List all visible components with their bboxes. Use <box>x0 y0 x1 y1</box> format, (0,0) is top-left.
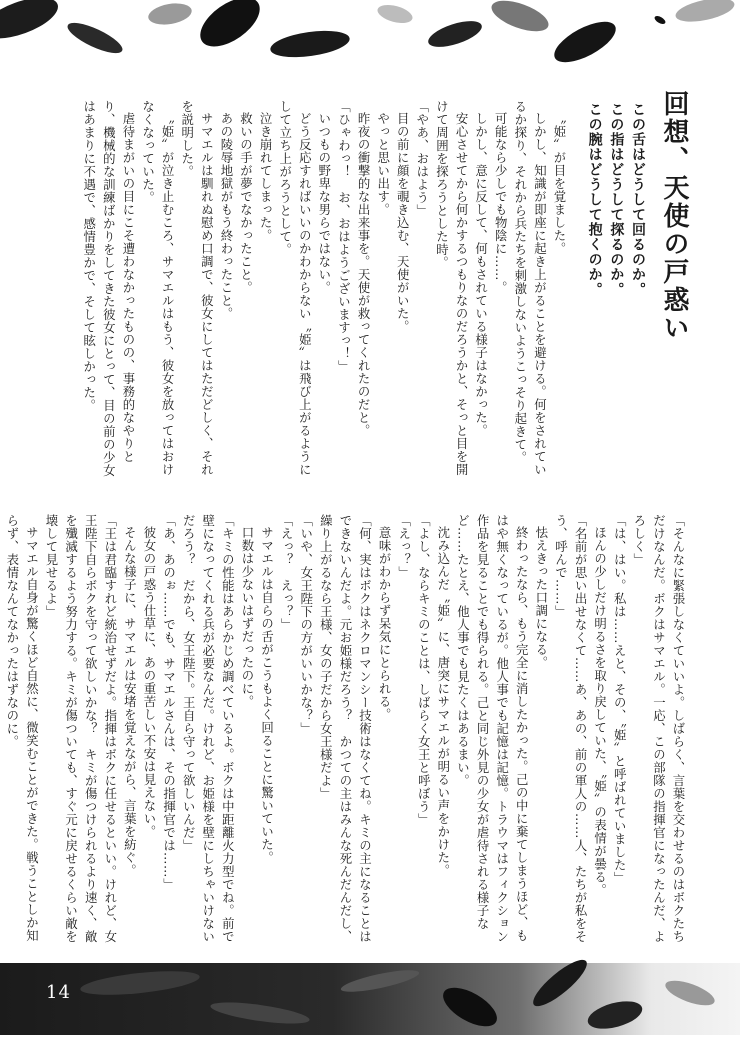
page-number: 14 <box>46 982 71 1003</box>
feather-decoration-top <box>0 0 740 70</box>
paragraph: ほんの少しだけ明るさを取り戻していた、〝姫〟の表情が曇る。 <box>592 526 608 898</box>
top-decoration-band <box>0 0 740 70</box>
epigraph-line: この舌はどうして回るのか。 <box>630 102 646 297</box>
paragraph: 「えっ？ えっ？」 <box>279 514 295 631</box>
lower-text-block <box>4 514 688 954</box>
paragraph: 〝姫〟が目を覚ました。 <box>552 112 567 256</box>
paragraph: 泣き崩れてしまった。 <box>258 112 274 243</box>
epigraph <box>578 102 648 402</box>
paragraph: 〝姫〟が泣き止むころ、サマエルはもう、彼女を放ってはおけなくなっていた。 <box>140 100 176 477</box>
paragraph: 意味がわからず呆気にとられる。 <box>377 526 393 722</box>
paragraph: 「よし、ならキミのことは、しばらく女王と呼ぼう」 <box>416 514 432 826</box>
paragraph: どう反応すればいいのかわからない〝姫〟は飛び上がるようにして立ち上がろうとして。 <box>277 100 313 477</box>
paragraph: 「王は君臨すれど統治せずだよ。指揮はボクに任せるといい。けれど、女王陛下自らボクを守って欲しいかな？ キミが傷つけられるより速く、敵を殲滅するよう努力する。キミが傷ついても、すぐ元に戻せるくらい敵を壊して見せるよ」 <box>44 514 118 943</box>
paragraph: 安心させてから何かするつもりなのだろうかと、そっと目を開けて周囲を探ろうとした時。 <box>434 100 470 477</box>
paragraph: 彼女の戸惑う仕草に、あの重苦しい不安は見えない。 <box>141 526 157 839</box>
paragraph: サマエルは馴れぬ慰め口調で、彼女にしてはただどしく、それを説明した。 <box>179 100 215 477</box>
paragraph: 「キミの性能はあらかじめ調べているよ。ボクは中距離火力型でね。前で壁になってくれる兵が必要なんだ。けれど、お姫様を壁にしちゃいけないだろう？ だから、女王陛下。王自ら守って欲しいんだ」 <box>181 514 236 943</box>
epigraph-line: この指はどうして探るのか。 <box>608 102 625 297</box>
paragraph: 救いの手が夢でなかったこと。 <box>238 112 254 295</box>
paragraph: 「名前が思い出せなくて……あ、あの、前の軍人の……人、たちが私をそう、呼んで……」 <box>553 514 589 943</box>
paragraph: 「あ、あのぉ……でも、サマエルさんは、その指揮官では……」 <box>161 514 177 891</box>
upper-text-block <box>74 100 569 486</box>
paragraph: 「そんなに緊張しなくていいよ。しばらく、言葉を交わせるのはボクたちだけなんだ。ボクはサマエル。一応、この部隊の指揮官になったんだ、よろしく」 <box>631 514 686 943</box>
paragraph: あの陵辱地獄がもう終わったこと。 <box>218 112 234 321</box>
paragraph: サマエル自身が驚くほど自然に、微笑むことができた。戦うことしか知らず、表情なんてなかったはずなのに。 <box>4 514 40 943</box>
paragraph: いつもの野卑な男らではない。 <box>316 112 332 295</box>
paragraph: そんな様子に、サマエルは安堵を覚えながら、言葉を紡ぐ。 <box>122 526 138 878</box>
paragraph: 終わったなら、もう完全に消したかった。己の中に棄てしまうほど、もはや無くなっているが。他人事でも記憶は記憶。トラウマはフィクション作品を見ることでも得られる。己と同じ外見の少女が虐待される様子など……たとえ、他人事でも見たくはあるまい。 <box>455 514 530 943</box>
paragraph: サマエルは自らの舌がこうもよく回ることに驚いていた。 <box>259 526 275 865</box>
paragraph: 虐待まがいの目にこそ遭わなかったものの、事務的なやりとり、機械的な訓練ばかりをしてきた彼女にとって、目の前の少女はあまりに不遇で、感情豊かで、そして眩しかった。 <box>81 100 136 477</box>
paragraph: 怯えきった口調になる。 <box>533 526 549 670</box>
paragraph: しかし、意に反して、何もされている様子はなかった。 <box>473 112 489 438</box>
paragraph: 昨夜の衝撃的な出来事を。天使が救ってくれたのだと。 <box>356 112 372 438</box>
paragraph: 目の前に顔を覗き込む、天使がいた。 <box>395 112 411 334</box>
paragraph: 「やあ、おはよう」 <box>414 100 430 217</box>
epigraph-line: この腕はどうして抱くのか。 <box>586 102 603 297</box>
paragraph: やっと思い出す。 <box>375 112 391 217</box>
paragraph <box>0 514 2 954</box>
paragraph: 「何、実はボクはネクロマンシー技術はなくてね。キミの主になることはできないんだよ。元お姫様だろう？ かつての主はみんな死んだんだし、繰り上がるなら王様、女の子だから女王様だよ」 <box>318 514 373 943</box>
article-title: 回想、天使の戸惑い <box>659 90 689 342</box>
feather-decoration-bottom <box>0 963 740 1035</box>
paragraph: 可能なら少しでも物陰に……。 <box>493 112 509 295</box>
paragraph: 沈み込んだ〝姫〟に、唐突にサマエルが明るい声をかけた。 <box>435 526 451 878</box>
paragraph: しかし、知識が即座に起き上がることを避ける。何をされているか探り、それから兵たちを刺激しないようこっそり起きて。 <box>512 100 548 477</box>
paragraph: 「ひゃわっ！ お、おはようございますっ！」 <box>336 100 352 373</box>
paragraph: 口数は少ないはずだったのに。 <box>239 526 255 709</box>
bottom-decoration-band <box>0 963 740 1035</box>
paragraph: 「えっ？」 <box>396 514 412 579</box>
paragraph: 「いや、女王陛下の方がいいかな？」 <box>298 514 314 735</box>
paragraph: 「は、はい。私は……えと、その、〝姫〟と呼ばれていました」 <box>612 514 628 885</box>
article <box>4 82 689 950</box>
